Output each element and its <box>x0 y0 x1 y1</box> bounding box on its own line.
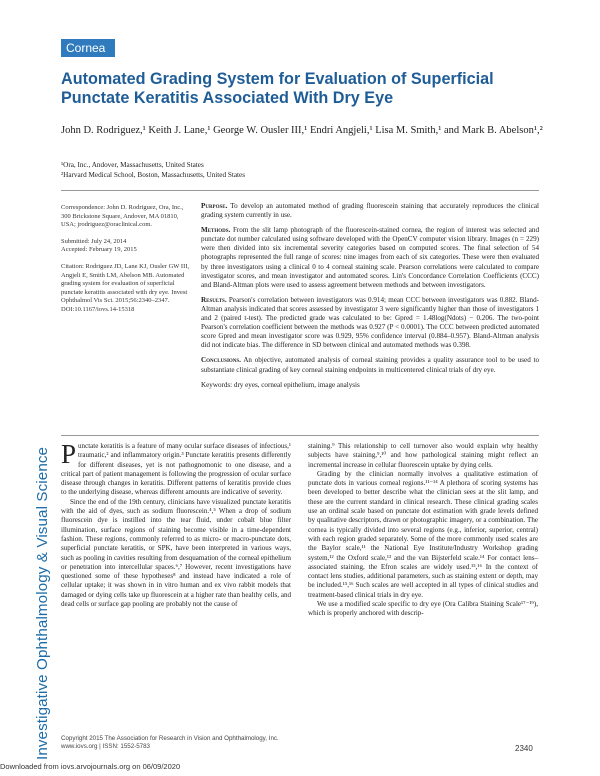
purpose-label: Purpose. <box>201 202 228 210</box>
body-column-left <box>61 439 291 609</box>
abstract-purpose <box>201 202 539 220</box>
affiliation-2: ²Harvard Medical School, Boston, Massachusetts, United States <box>61 171 246 179</box>
category-tag: Cornea <box>61 39 115 57</box>
submission-dates: Submitted: July 24, 2014 Accepted: February 19, 2015 <box>61 237 137 254</box>
citation: Citation: Rodriguez JD, Lane KJ, Ousler GW III, Angjeli E, Smith LM, Abelson MB. Automated grading system for evaluation of superficial punctate keratitis associated with dry eye. Invest Ophthalmol Vis Sci. 2015;56:2340–2347. DOI:10.1167/iovs.14-15318 <box>61 262 190 313</box>
author-list: John D. Rodriguez,¹ Keith J. Lane,¹ George W. Ousler III,¹ Endri Angjeli,¹ Lisa M. Smith,¹ and Mark B. Abelson¹,² <box>61 125 543 136</box>
body-paragraph: staining.⁹ This relationship to cell turnover also would explain why healthy subjects have staining,⁹,¹⁰ and how pathological staining might reflect an incremental increase in cellular fluorescein uptake by dying cells. <box>308 442 538 469</box>
body-paragraph: Grading by the clinician normally involves a qualitative estimation of punctate dots in various corneal regions.¹¹⁻¹⁴ A plethora of scoring systems has been developed to better describe what the clinician sees at the slit lamp, and these are the current standard in clinical research. These clinical grading scales use an ordinal scale based on punctate dot estimation with grade levels defined by qualitative descriptors, drawn or photographic imagery, or a combination. The cornea is typically divided into several regions (e.g., inferior, superior, central) with each region graded separately. Some of the more commonly used scales are the Baylor scale,¹¹ the National Eye Institute/Industry Workshop grading system,¹² the Oxford scale,¹³ and the van Bijsterfeld scale.¹⁴ For contact lens–associated staining, the Efron scales are widely used.¹⁵,¹⁶ In the context of contact lens studies, additional parameters, such as staining extent or depth, may be included.¹⁵,¹⁶ Such scales are well accepted in all types of clinical studies and treatment-based clinical trials in dry eye. <box>308 469 538 599</box>
correspondence: Correspondence: John D. Rodriguez, Ora, Inc., 300 Brickstone Square, Andover, MA 01810, USA; jrodriguez@oraclinical.com. <box>61 204 184 229</box>
affiliation-1: ¹Ora, Inc., Andover, Massachusetts, United States <box>61 161 204 169</box>
abstract <box>201 202 539 390</box>
download-watermark: Downloaded from iovs.arvojournals.org on 06/09/2020 <box>0 762 181 771</box>
methods-text: From the slit lamp photograph of the fluorescein-stained cornea, the region of interest was selected and punctate dot number calculated using software developed with the OpenCV computer vision library. Images (n = 229) were then divided into six incremental severity categories based on computed scores. The final selection of 54 photographs represented the full range of scores: nine images from each of six categories. These were then evaluated by three investigators using a clinical 0 to 4 corneal staining scale. Pearson correlations were calculated to compare investigator scores, and mean investigator and automated scores. Lin's Concordance Correlation Coefficients (CCC) and Bland-Altman plots were used to assess agreement between methods and between investigators. <box>201 226 539 289</box>
page-footer <box>61 735 481 751</box>
results-label: Results. <box>201 295 227 304</box>
journal-sidebar <box>0 0 28 776</box>
abstract-conclusions <box>201 356 539 374</box>
abstract-results <box>201 296 539 351</box>
copyright: Copyright 2015 The Association for Research in Vision and Ophthalmology, Inc. <box>61 735 279 742</box>
body-paragraph: We use a modified scale specific to dry eye (Ora Calibra Staining Scale¹⁷⁻¹⁹), which is properly anchored with descrip- <box>308 600 538 618</box>
abstract-divider <box>61 435 539 436</box>
journal-name-vertical: Investigative Ophthalmology & Visual Science <box>34 446 51 760</box>
drop-cap: P <box>61 439 77 469</box>
purpose-text: To develop an automated method of grading fluorescein staining that accurately reproduces the clinical grading system currently in use. <box>201 202 539 220</box>
article-title: Automated Grading System for Evaluation of Superficial Punctate Keratitis Associated With Dry Eye <box>61 70 494 107</box>
header-divider <box>61 190 539 191</box>
methods-label: Methods. <box>201 226 231 235</box>
abstract-methods <box>201 226 539 290</box>
conclusions-label: Conclusions. <box>201 356 241 365</box>
keywords: Keywords: dry eyes, corneal epithelium, image analysis <box>201 380 360 389</box>
page-number: 2340 <box>515 744 533 753</box>
affiliations <box>61 160 541 180</box>
results-text: Pearson's correlation between investigators was 0.914; mean CCC between investigators was 0.882. Bland-Altman analysis indicated that scores assessed by investigator 3 were significantly higher than those of investigators 1 and 2 (paired t-test). The predicted grade was calculated to be: Gpred = 1.48log(Ndots) − 0.206. The two-point Pearson's correlation coefficient between the methods was 0.927 (P < 0.0001). The CCC between predicted automated score Gpred and mean investigator score was 0.929, 95% confidence interval (0.884–0.957). Bland-Altman analysis did not indicate bias. The difference in SD between clinical and automated methods was 0.398. <box>201 295 539 350</box>
body-column-right <box>308 442 538 619</box>
issn-line: www.iovs.org | ISSN: 1552-5783 <box>61 743 150 750</box>
body-text: unctate keratitis is a feature of many ocular surface diseases of infectious,¹ traumatic,² and inflammatory origin.³ Punctate keratitis presents differently for different diseases, yet is not pathognomonic to one disease, and a critical part of patient management is following the progression of ocular surface disease through changes in keratitis. Different patterns of keratitis provide clues to the underlying disease, whereas different amounts are indicative of severity. <box>61 442 291 497</box>
article-info-sidebar <box>61 204 193 323</box>
conclusions-text: An objective, automated analysis of corneal staining provides a quality assurance tool to be used to substantiate clinical grading of key corneal staining endpoints in multicentered clinical trials of dry eye. <box>201 356 539 374</box>
body-paragraph: Since the end of the 19th century, clinicians have visualized punctate keratitis with the aid of dyes, such as sodium fluorescein.⁴,⁵ When a drop of sodium fluorescein dye is instilled into the tear fluid, under cobalt blue filter illumination, surface regions of staining become visible in a time-dependent fashion. These regions, commonly referred to as micro- or macro-punctate dots, superficial punctate keratitis, or SPK, have been interpreted in various ways, such as pooling in cavities resulting from desquamation of the corneal epithelium or penetration into intercellular spaces.⁶,⁷ However, recent investigations have questioned some of these hypotheses⁸ and instead have indicated a role of cellular uptake; it was shown in in vitro human and ex vivo rabbit models that damaged or dying cells take up fluorescein at a higher rate than healthy cells, and dead cells or surface gap pooling are probably not the cause of <box>61 497 291 609</box>
body-paragraph <box>61 439 291 498</box>
